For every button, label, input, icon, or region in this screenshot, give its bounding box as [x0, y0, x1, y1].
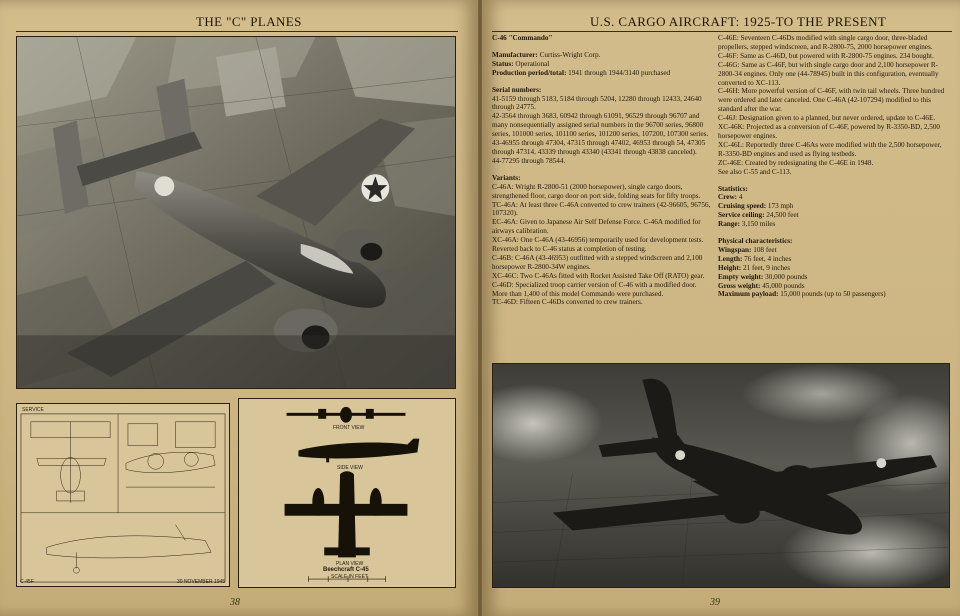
body-line: Empty weight: 30,000 pounds [718, 272, 808, 281]
body-line: XC-46K: Projected as a conversion of C-46F, powered by R-3350-BD, 2,500 horsepower engines. [718, 123, 941, 140]
drawing-type-label: C-45F [20, 579, 34, 585]
text-column-right [718, 34, 950, 299]
maker-label: Beechcraft C-45 [323, 567, 369, 573]
body-line: ZC-46E: Created by redesignating the C-46E in 1948. [718, 158, 874, 167]
text-column-left [492, 34, 712, 307]
side-view-label: SIDE VIEW [337, 465, 363, 471]
c46-commando-photo [492, 363, 950, 588]
body-line: 44-77295 through 78544. [492, 156, 566, 165]
body-line: TC-46D: Fifteen C-46Ds converted to crew trainers. [492, 298, 643, 307]
beechcraft-three-view [238, 398, 456, 588]
paragraph-gap [492, 166, 712, 174]
body-line: C-46B: C-46A (43-46953) outfitted with a stepped windscreen and 2,100 horsepower R-2800-34W engines. [492, 253, 703, 271]
beechcraft-aerial-photo [16, 36, 456, 389]
body-line: 42-3564 through 3683, 60942 through 61091, 96529 through 96707 and many nonsequentially assigned serial numbers in the 96700 series, 96800 series, 101000 series, 101100 series, 101200 series, 107200, 107300 series. [492, 112, 709, 139]
section-heading: Serial numbers: [492, 85, 542, 94]
c45f-drawing-sheet [16, 403, 230, 587]
section-heading: Variants: [492, 173, 521, 182]
body-line: C-46G: Same as C-46F, but with single cargo door and 2,100 horsepower R-2800-34 engines. Only one (44-78945) built in this configuration, eventually converted to XC-113. [718, 60, 939, 87]
body-line: Status: Operational [492, 59, 550, 68]
body-line: Service ceiling: 24,500 feet [718, 211, 799, 220]
left-page [0, 0, 478, 616]
body-line: C-46E: Seventeen C-46Ds modified with single cargo door, three-bladed propellers, stepped windscreen, and R-2800-75, 2000 horsepower engines. [718, 34, 933, 51]
body-line: 43-46955 through 47304, 47315 through 47402, 46953 through 54, 47305 through 47314, 43339 through 43340 (43341 through 43838 canceled). [492, 139, 706, 156]
scale-label: SCALE IN FEET [331, 574, 368, 580]
section-heading: Physical characteristics: [718, 237, 793, 246]
body-line: Maximum payload: 15,000 pounds (up to 50 passengers) [718, 290, 886, 299]
section-heading: C-46 "Commando" [492, 34, 553, 42]
body-line: Manufacturer: Curtiss-Wright Corp. [492, 50, 601, 59]
left-running-head: THE "C" PLANES [196, 14, 302, 29]
right-folio: 39 [710, 597, 720, 608]
body-line: Crew: 4 [718, 193, 743, 202]
paragraph-gap [492, 78, 712, 86]
body-line: C-46A: Wright R-2800-51 (2000 horsepower), single cargo doors, strengthened floor, cargo door on port side, folding seats for fifty troops. [492, 182, 701, 200]
body-line: Length: 76 feet, 4 inches [718, 254, 792, 263]
body-line: Gross weight: 45,000 pounds [718, 281, 805, 290]
left-header-rule [16, 31, 458, 32]
body-line: C-46J: Designation given to a planned, but never ordered, update to C-46E. [718, 114, 936, 123]
body-line: 41-5159 through 5183, 5184 through 5204, 12280 through 12433, 24640 through 24775. [492, 94, 702, 112]
plan-view-label: PLAN VIEW [336, 561, 364, 567]
right-header-rule [492, 31, 952, 32]
drawing-date-label: 30 NOVEMBER 1945 [177, 579, 226, 585]
body-line: C-46H: More powerful version of C-46F, with twin tail wheels. Three hundred were ordered and later canceled. One C-46A (42-107294) modified to this standard after the war. [718, 87, 945, 114]
left-folio: 38 [230, 597, 240, 608]
body-line: XC-46C: Two C-46As fitted with Rocket Assisted Take Off (RATO) gear. [492, 271, 705, 280]
drawing-top-label: SERVICE [22, 407, 44, 413]
front-view-label: FRONT VIEW [333, 425, 365, 431]
body-line: TC-46A: At least three C-46A converted to crew trainers (42-96605, 96756, 107320). [492, 200, 711, 218]
body-line: C-46D: Specialized troop carrier version of C-46 with a modified door. More than 1,400 of this model Commando were purchased. [492, 280, 697, 298]
body-line: Production period/total: 1941 through 1944/3140 purchased [492, 68, 671, 77]
body-line: See also C-55 and C-113. [718, 167, 792, 176]
right-page [482, 0, 960, 616]
body-line: EC-46A: Given to Japanese Air Self Defense Force. C-46A modified for airways calibration. [492, 218, 701, 236]
body-line: C-46F: Same as C-46D, but powered with R-2800-75 engines. 234 bought. [718, 51, 934, 60]
paragraph-gap [492, 43, 712, 51]
section-heading: Statistics: [718, 184, 748, 193]
paragraph-gap [718, 177, 950, 185]
body-line: XC-46L: Reportedly three C-46As were modified with the 2,500 horsepower, R-3350-BD engines and used as flying testbeds. [718, 140, 942, 158]
body-line: Cruising speed: 173 mph [718, 202, 794, 211]
body-line: Wingspan: 108 feet [718, 245, 777, 254]
body-line: XC-46A: One C-46A (43-46956) temporarily used for development tests. Reverted back to C-46 status at completion of testing. [492, 236, 704, 254]
paragraph-gap [718, 229, 950, 237]
body-line: Range: 3,150 miles [718, 220, 776, 229]
body-line: Height: 21 feet, 9 inches [718, 263, 791, 272]
right-running-head: U.S. CARGO AIRCRAFT: 1925-TO THE PRESENT [590, 14, 887, 29]
